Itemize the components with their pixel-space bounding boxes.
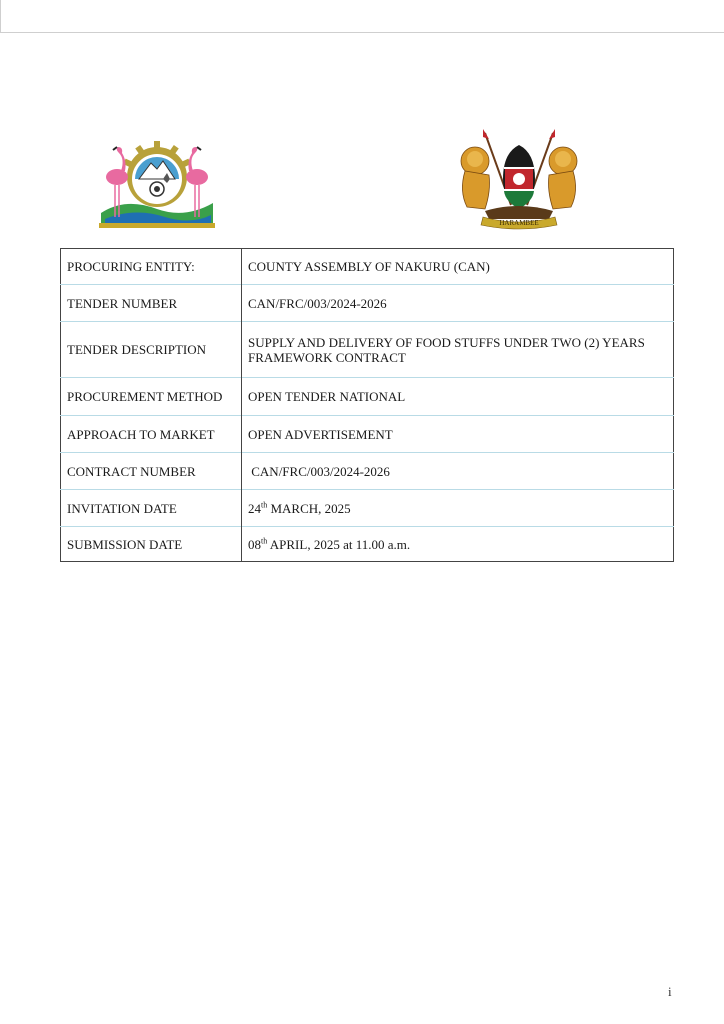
row-label: PROCURING ENTITY: [61, 249, 242, 285]
row-value: OPEN TENDER NATIONAL [242, 378, 674, 416]
row-value: COUNTY ASSEMBLY OF NAKURU (CAN) [248, 259, 490, 274]
invitation-day-suffix: th [261, 500, 268, 510]
row-label: PROCUREMENT METHOD [61, 378, 242, 416]
row-label: APPROACH TO MARKET [61, 416, 242, 453]
tender-details-table [60, 248, 674, 562]
row-label: TENDER DESCRIPTION [61, 322, 242, 378]
row-value: OPEN ADVERTISEMENT [242, 416, 674, 453]
table-row [61, 378, 674, 416]
submission-day-suffix: th [261, 536, 268, 546]
emblem-motto: HARAMBEE [499, 219, 539, 227]
table-row [61, 322, 674, 378]
table-row [61, 453, 674, 490]
table-row [61, 249, 674, 285]
kenya-coat-of-arms [455, 127, 583, 231]
page-left-edge [0, 0, 1, 33]
page-number: i [668, 984, 672, 999]
invitation-day: 24 [248, 500, 261, 516]
submission-day: 08 [248, 536, 261, 552]
table-row [61, 490, 674, 527]
row-label: INVITATION DATE [61, 490, 242, 527]
table-row [61, 527, 674, 562]
nakuru-county-logo [95, 135, 219, 231]
submission-date-time: APRIL, 2025 at 11.00 a.m. [267, 536, 411, 552]
row-value [242, 527, 674, 562]
page-top-border [0, 0, 724, 33]
row-value [242, 490, 674, 527]
row-value: SUPPLY AND DELIVERY OF FOOD STUFFS UNDER TWO (2) YEARS FRAMEWORK CONTRACT [242, 322, 674, 378]
row-value: CAN/FRC/003/2024-2026 [242, 285, 674, 322]
table-row [61, 285, 674, 322]
table-row [61, 416, 674, 453]
row-label: SUBMISSION DATE [61, 527, 242, 562]
row-value: CAN/FRC/003/2024-2026 [242, 453, 674, 490]
invitation-month-year: MARCH, 2025 [267, 500, 351, 516]
row-label: TENDER NUMBER [61, 285, 242, 322]
row-label: CONTRACT NUMBER [61, 453, 242, 490]
